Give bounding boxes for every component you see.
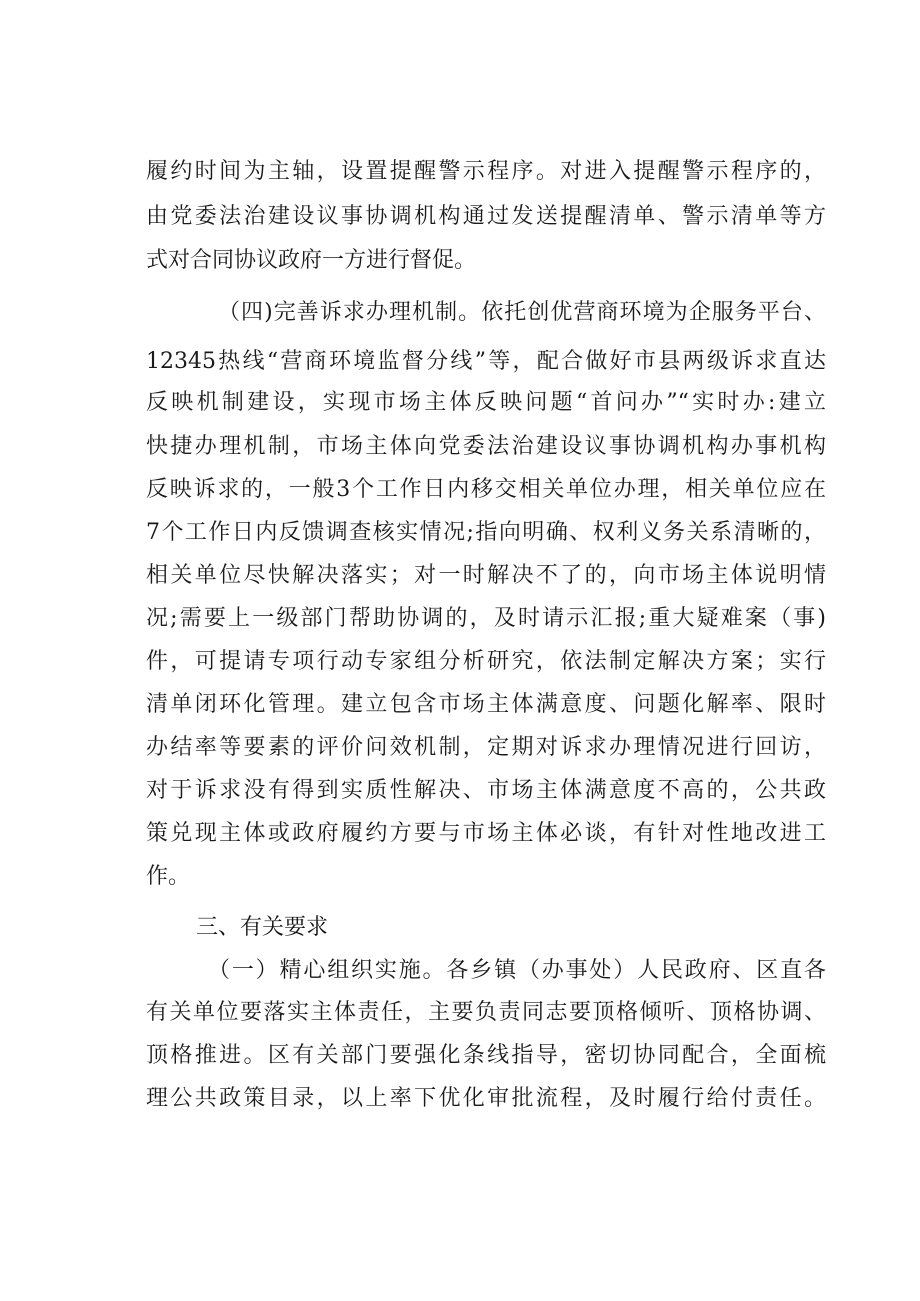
text-line: 对于诉求没有得到实质性解决、市场主体满意度不高的，公共政 bbox=[146, 778, 826, 803]
text-line: 履约时间为主轴，设置提醒警示程序。对进入提醒警示程序的， bbox=[146, 159, 826, 184]
text-line: 清单闭环化管理。建立包含市场主体满意度、问题化解率、限时 bbox=[146, 692, 826, 717]
text-line: 作。 bbox=[146, 864, 191, 889]
text-line: 7个工作日内反馈调查核实情况;指向明确、权利义务关系清晰的， bbox=[146, 520, 826, 545]
section-heading: 三、有关要求 bbox=[196, 915, 329, 940]
text-line: 件，可提请专项行动专家组分析研究，依法制定解决方案；实行 bbox=[146, 649, 826, 674]
text-line: 况;需要上一级部门帮助协调的，及时请示汇报;重大疑难案（事) bbox=[146, 606, 826, 631]
text-line: 快捷办理机制，市场主体向党委法治建设议事协调机构办事机构 bbox=[146, 434, 826, 459]
text-line: （四)完善诉求办理机制。依托创优营商环境为企服务平台、 bbox=[218, 300, 826, 325]
text-line: 反映机制建设，实现市场主体反映问题“首问办”“实时办:建立 bbox=[146, 390, 826, 415]
text-line: 有关单位要落实主体责任，主要负责同志要顶格倾听、顶格协调、 bbox=[146, 1000, 826, 1025]
text-line: 由党委法治建设议事协调机构通过发送提醒清单、警示清单等方 bbox=[146, 204, 826, 229]
text-line: 策兑现主体或政府履约方要与市场主体必谈，有针对性地改进工 bbox=[146, 821, 826, 846]
text-line: 式对合同协议政府一方进行督促。 bbox=[146, 248, 477, 273]
text-line: 顶格推进。区有关部门要强化条线指导，密切协同配合，全面梳 bbox=[146, 1043, 826, 1068]
text-line: 相关单位尽快解决落实；对一时解决不了的，向市场主体说明情 bbox=[146, 563, 826, 588]
text-line: （一）精心组织实施。各乡镇（办事处）人民政府、区直各 bbox=[208, 958, 826, 983]
text-line: 12345热线“营商环境监督分线”等，配合做好市县两级诉求直达 bbox=[146, 349, 826, 374]
text-line: 办结率等要素的评价问效机制，定期对诉求办理情况进行回访， bbox=[146, 735, 826, 760]
text-line: 理公共政策目录，以上率下优化审批流程，及时履行给付责任。 bbox=[146, 1086, 826, 1111]
text-line: 反映诉求的，一般3个工作日内移交相关单位办理，相关单位应在 bbox=[146, 477, 826, 502]
